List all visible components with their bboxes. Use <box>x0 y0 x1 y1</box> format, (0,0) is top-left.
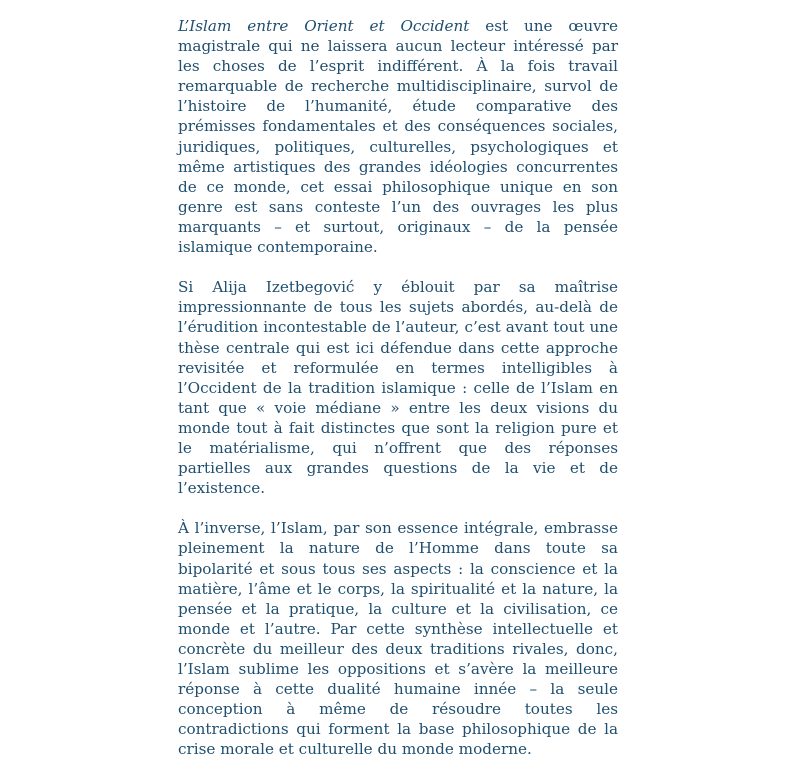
book-title: L’Islam entre Orient et Occident <box>178 17 470 35</box>
paragraph-intro <box>178 16 618 257</box>
paragraph-thesis: Si Alija Izetbegović y éblouit par sa maîtrise impressionnante de tous les sujets abordés, au-delà de l’érudition incontestable de l’auteur, c’est avant tout une thèse centrale qui est ici défendue dans cette approche revisitée et reformulée en termes intelligibles à l’Occident de la tradition islamique : celle de l’Islam en tant que « voie médiane » entre les deux visions du monde tout à fait distinctes que sont la religion pure et le matérialisme, qui n’offrent que des réponses partielles aux grandes questions de la vie et de l’existence. <box>178 278 618 498</box>
paragraph-intro-text: est une œuvre magistrale qui ne laissera aucun lecteur intéressé par les choses de l’esprit indifférent. À la fois travail remarquable de recherche multidisciplinaire, survol de l’histoire de l’humanité, étude comparative des prémisses fondamentales et des conséquences sociales, juridiques, politiques, culturelles, psychologiques et même artistiques des grandes idéologies concurrentes de ce monde, cet essai philosophique unique en son genre est sans conteste l’un des ouvrages les plus marquants – et surtout, originaux – de la pensée islamique contemporaine. <box>178 17 619 257</box>
book-description <box>178 16 618 780</box>
paragraph-conclusion: À l’inverse, l’Islam, par son essence intégrale, embrasse pleinement la nature de l’Homme dans toute sa bipolarité et sous tous ses aspects : la conscience et la matière, l’âme et le corps, la spiritualité et la nature, la pensée et la pratique, la culture et la civilisation, ce monde et l’autre. Par cette synthèse intellectuelle et concrète du meilleur des deux traditions rivales, donc, l’Islam sublime les oppositions et s’avère la meilleure réponse à cette dualité humaine innée – la seule conception à même de résoudre toutes les contradictions qui forment la base philosophique de la crise morale et culturelle du monde moderne. <box>178 519 618 759</box>
